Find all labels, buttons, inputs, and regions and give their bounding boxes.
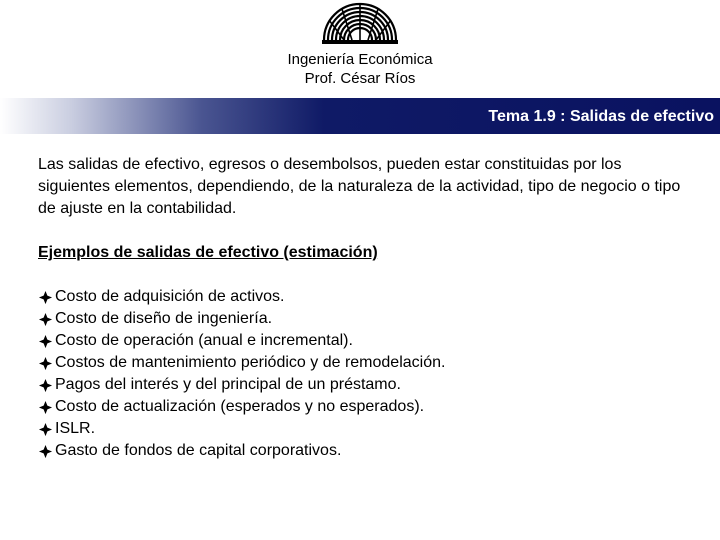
list-item: [38, 418, 445, 440]
university-logo-icon: [318, 0, 402, 50]
list-item: [38, 286, 445, 308]
list-item-text: Costo de operación (anual e incremental).: [55, 332, 353, 349]
bullet-list: [38, 286, 445, 462]
list-item: [38, 396, 445, 418]
slide-title: Tema 1.9 : Salidas de efectivo: [488, 108, 714, 125]
list-item-text: Costo de adquisición de activos.: [55, 288, 285, 305]
list-item-text: Pagos del interés y del principal de un préstamo.: [55, 376, 401, 393]
list-item: [38, 440, 445, 462]
diamond-bullet-icon: [38, 422, 53, 437]
list-item-text: Costo de diseño de ingeniería.: [55, 310, 273, 327]
diamond-bullet-icon: [38, 444, 53, 459]
list-item: [38, 374, 445, 396]
list-item-text: Costo de actualización (esperados y no esperados).: [55, 398, 425, 415]
diamond-bullet-icon: [38, 312, 53, 327]
title-bar: [0, 98, 720, 134]
list-item: [38, 330, 445, 352]
diamond-bullet-icon: [38, 334, 53, 349]
examples-heading: Ejemplos de salidas de efectivo (estimación): [38, 244, 378, 261]
header-text: [0, 50, 720, 88]
diamond-bullet-icon: [38, 400, 53, 415]
intro-paragraph: Las salidas de efectivo, egresos o desembolsos, pueden estar constituidas por los siguientes elementos, dependiendo, de la naturaleza de la actividad, tipo de negocio o tipo de ajuste en la contabilidad.: [38, 156, 681, 217]
professor-name: Prof. César Ríos: [304, 70, 416, 87]
list-item-text: Costos de mantenimiento periódico y de remodelación.: [55, 354, 446, 371]
list-item: [38, 352, 445, 374]
diamond-bullet-icon: [38, 356, 53, 371]
list-item-text: ISLR.: [55, 420, 96, 437]
list-item: [38, 308, 445, 330]
list-item-text: Gasto de fondos de capital corporativos.: [55, 442, 342, 459]
diamond-bullet-icon: [38, 378, 53, 393]
course-title: Ingeniería Económica: [287, 51, 433, 68]
diamond-bullet-icon: [38, 290, 53, 305]
